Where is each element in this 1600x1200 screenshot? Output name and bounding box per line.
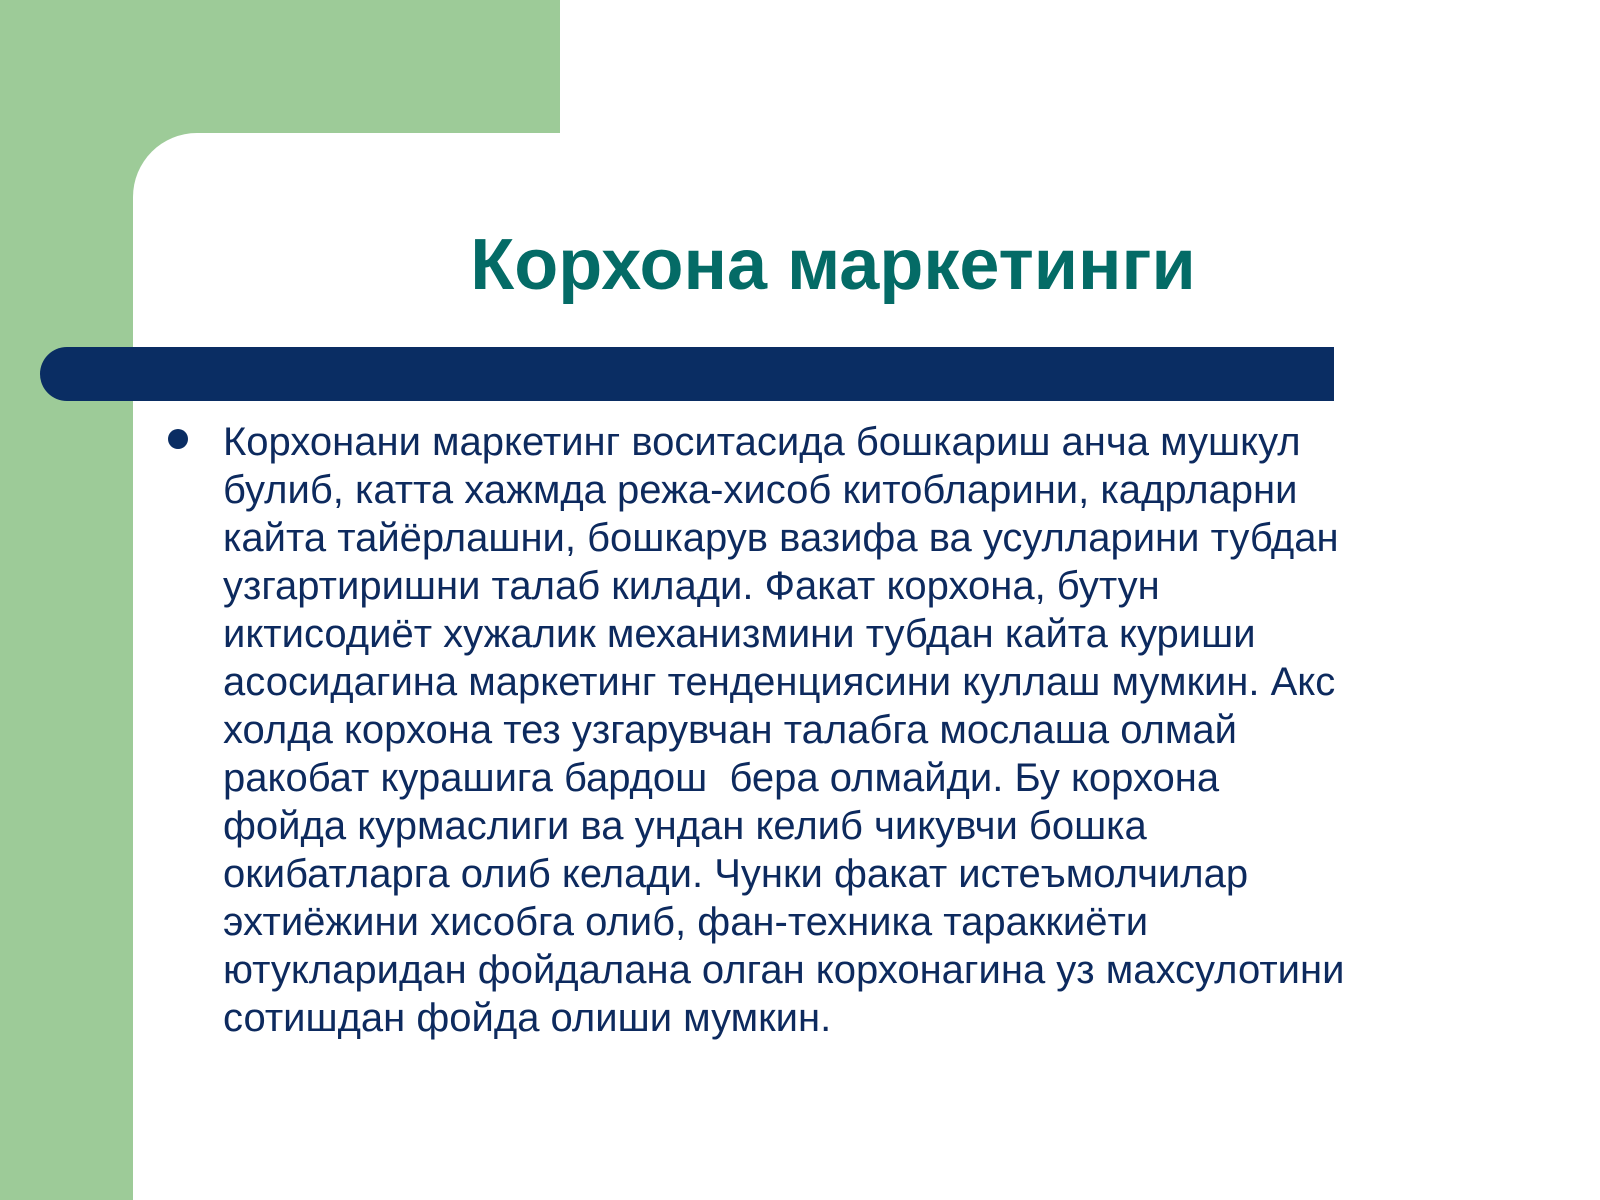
paragraph-line: холда корхона тез узгарувчан талабга мослаша олмай [223, 708, 1237, 752]
title-divider-bar [40, 347, 1334, 401]
paragraph-line: сотишдан фойда олиши мумкин. [223, 996, 832, 1040]
paragraph-line: ракобат курашига бардош бера олмайди. Бу корхона [223, 756, 1220, 800]
bullet-paragraph [223, 418, 1493, 1042]
paragraph-line: асосидагина маркетинг тенденциясини куллаш мумкин. Акс [223, 660, 1336, 704]
paragraph-line: иктисодиёт хужалик механизмини тубдан кайта куриши [223, 612, 1256, 656]
paragraph-line: эхтиёжини хисобга олиб, фан-техника тараккиёти [223, 900, 1149, 944]
bullet-icon [168, 429, 188, 449]
paragraph-line: фойда курмаслиги ва ундан келиб чикувчи бошка [223, 804, 1147, 848]
paragraph-line: Корхонани маркетинг воситасида бошкариш анча мушкул [223, 420, 1301, 464]
paragraph-line: ютукларидан фойдалана олган корхонагина уз махсулотини [223, 948, 1345, 992]
slide-title: Корхона маркетинги [470, 225, 1196, 305]
paragraph-line: кайта тайёрлашни, бошкарув вазифа ва усулларини тубдан [223, 516, 1339, 560]
paragraph-line: булиб, катта хажмда режа-хисоб китобларини, кадрларни [223, 468, 1298, 512]
paragraph-line: окибатларга олиб келади. Чунки факат истеъмолчилар [223, 852, 1249, 896]
paragraph-line: узгартиришни талаб килади. Факат корхона, бутун [223, 564, 1160, 608]
